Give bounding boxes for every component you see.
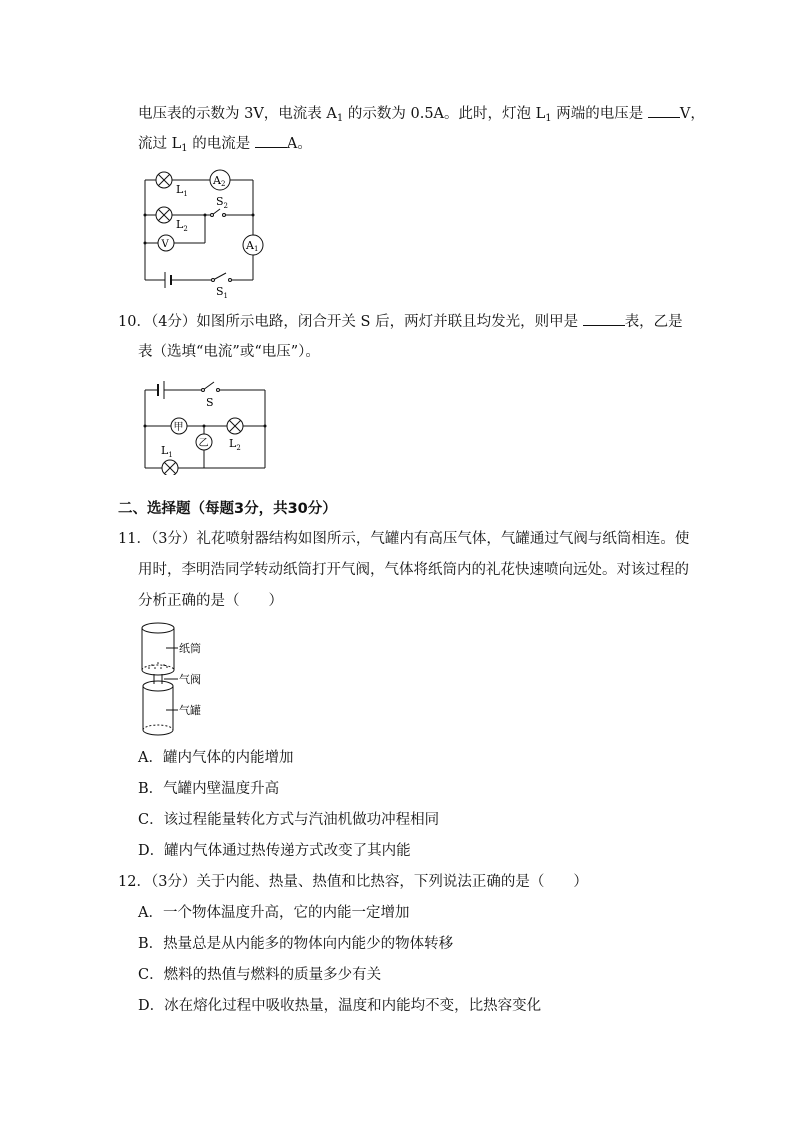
q9-text: A。 bbox=[286, 136, 312, 152]
q9-text-line-2 bbox=[138, 134, 312, 159]
q12-option-c[interactable]: C．燃料的热值与燃料的质量多少有关 bbox=[138, 967, 382, 983]
q9-text: 流过 L bbox=[138, 136, 182, 152]
q9-text: V， bbox=[679, 106, 705, 122]
q10-text: 表，乙是 bbox=[624, 314, 683, 330]
q11-text-line-1: 11．（3分）礼花喷射器结构如图所示，气罐内有高压气体，气罐通过气阀与纸筒相连。使 bbox=[118, 531, 690, 547]
label-s1: $S_1$ bbox=[216, 285, 229, 300]
svg-text:乙: 乙 bbox=[198, 438, 209, 449]
q12-text-line-1: 12．（3分）关于内能、热量、热值和比热容，下列说法正确的是（ ） bbox=[118, 874, 588, 890]
answer-blank-current[interactable] bbox=[255, 134, 287, 148]
meter-yi-icon bbox=[196, 434, 212, 450]
q11-text-line-3: 分析正确的是（ ） bbox=[138, 593, 283, 609]
q11-option-c[interactable]: C．该过程能量转化方式与汽油机做功冲程相同 bbox=[138, 812, 440, 828]
lamp-l2-icon bbox=[156, 207, 172, 223]
label-valve: 气阀 bbox=[179, 673, 201, 686]
q9-text: 的示数为 0.5A。此时，灯泡 L bbox=[343, 106, 546, 122]
svg-text:A1: A1 bbox=[246, 239, 259, 253]
q9-circuit-diagram bbox=[140, 165, 280, 300]
section-heading: 二、选择题（每题3分，共30分） bbox=[118, 501, 337, 517]
q10-text: 表（选填“电流”或“电压”）。 bbox=[138, 344, 320, 360]
q12-option-a[interactable]: A．一个物体温度升高，它的内能一定增加 bbox=[138, 905, 410, 921]
meter-jia-icon bbox=[171, 418, 187, 434]
subscript: 1 bbox=[545, 113, 552, 124]
svg-text:V: V bbox=[161, 239, 169, 250]
svg-text:A2: A2 bbox=[213, 174, 226, 188]
subscript: 1 bbox=[336, 113, 344, 124]
ammeter-a2-icon bbox=[210, 170, 230, 190]
lamp-l2-icon bbox=[227, 418, 243, 434]
q9-text-line-1 bbox=[138, 104, 705, 129]
q12-option-d[interactable]: D．冰在熔化过程中吸收热量，温度和内能均不变，比热容变化 bbox=[138, 998, 542, 1014]
q9-text: 的电流是 bbox=[187, 136, 255, 152]
q11-option-b[interactable]: B．气罐内壁温度升高 bbox=[138, 781, 280, 797]
answer-blank-jia[interactable] bbox=[583, 312, 625, 326]
label-paper-tube: 纸筒 bbox=[179, 642, 201, 655]
q9-text: 电压表的示数为 3V，电流表 A bbox=[138, 106, 337, 122]
label-gas-tank: 气罐 bbox=[179, 704, 201, 717]
voltmeter-icon bbox=[158, 235, 174, 251]
label-l2: $L_2$ bbox=[229, 437, 241, 452]
q11-option-d[interactable]: D．罐内气体通过热传递方式改变了其内能 bbox=[138, 843, 411, 859]
lamp-l1-icon bbox=[156, 172, 172, 188]
q11-launcher-diagram bbox=[140, 618, 230, 740]
q11-option-a[interactable]: A．罐内气体的内能增加 bbox=[138, 750, 294, 766]
label-s2: $S_2$ bbox=[216, 195, 229, 210]
label-s: S bbox=[206, 396, 214, 409]
q10-text-line-2 bbox=[138, 342, 320, 362]
svg-text:甲: 甲 bbox=[173, 422, 184, 433]
q11-text-line-2: 用时，李明浩同学转动纸筒打开气阀，气体将纸筒内的礼花快速喷向远处。对该过程的 bbox=[138, 562, 689, 578]
q10-circuit-diagram bbox=[140, 375, 275, 475]
lamp-l1-icon bbox=[162, 460, 178, 475]
q9-text: 两端的电压是 bbox=[551, 106, 648, 122]
q10-text-line-1 bbox=[118, 312, 683, 332]
label-l2: $L_2$ bbox=[176, 218, 188, 233]
ammeter-a1-icon bbox=[243, 235, 263, 255]
q12-option-b[interactable]: B．热量总是从内能多的物体向内能少的物体转移 bbox=[138, 936, 454, 952]
label-l1: $L_1$ bbox=[161, 444, 173, 459]
q10-text: 10．（4分）如图所示电路，闭合开关 S 后，两灯并联且均发光，则甲是 bbox=[118, 314, 583, 330]
label-l1: $L_1$ bbox=[176, 183, 188, 198]
answer-blank-voltage[interactable] bbox=[648, 104, 680, 118]
subscript: 1 bbox=[181, 143, 188, 154]
